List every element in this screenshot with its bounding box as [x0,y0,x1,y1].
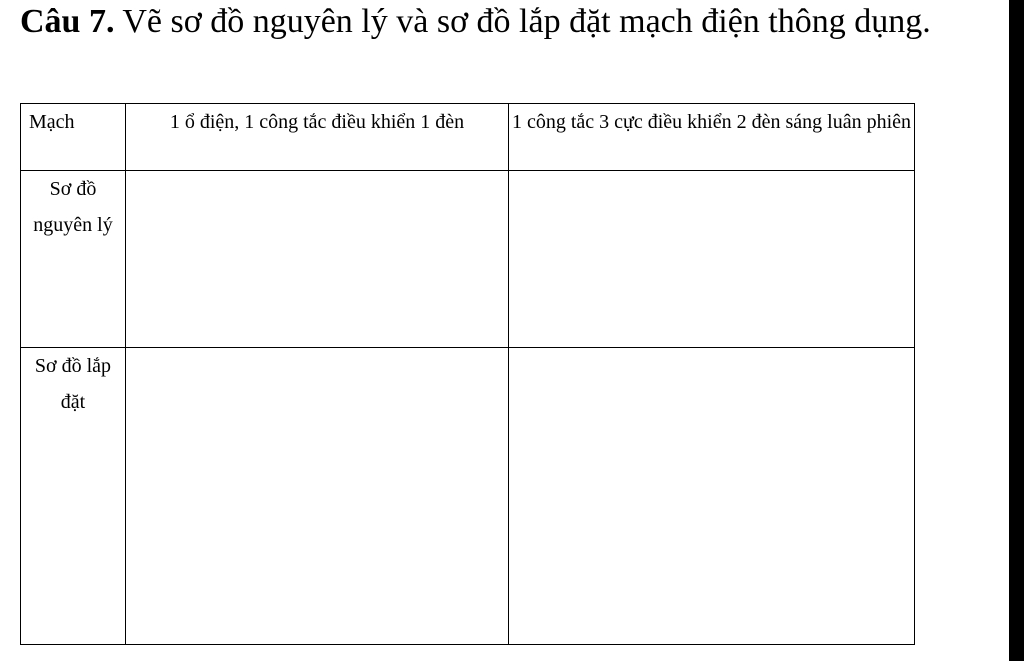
table-header-row [21,104,915,171]
answer-cell [126,171,509,348]
answer-cell [126,348,509,645]
column-header-circuit: Mạch [21,104,126,171]
table-row [21,348,915,645]
column-header-socket-switch-lamp: 1 ổ điện, 1 công tắc điều khiển 1 đèn [126,104,509,171]
table-row [21,171,915,348]
answer-cell [509,171,915,348]
answer-table [20,103,915,645]
answer-cell [509,348,915,645]
column-header-three-way-switch: 1 công tắc 3 cực điều khiển 2 đèn sáng luân phiên [509,104,915,171]
question-body: Vẽ sơ đồ nguyên lý và sơ đồ lắp đặt mạch điện thông dụng. [122,3,931,40]
question-text [20,0,1005,47]
question-number: Câu 7. [20,3,115,40]
row-header-installation-diagram: Sơ đồ lắp đặt [21,348,126,645]
row-header-principle-diagram: Sơ đồ nguyên lý [21,171,126,348]
